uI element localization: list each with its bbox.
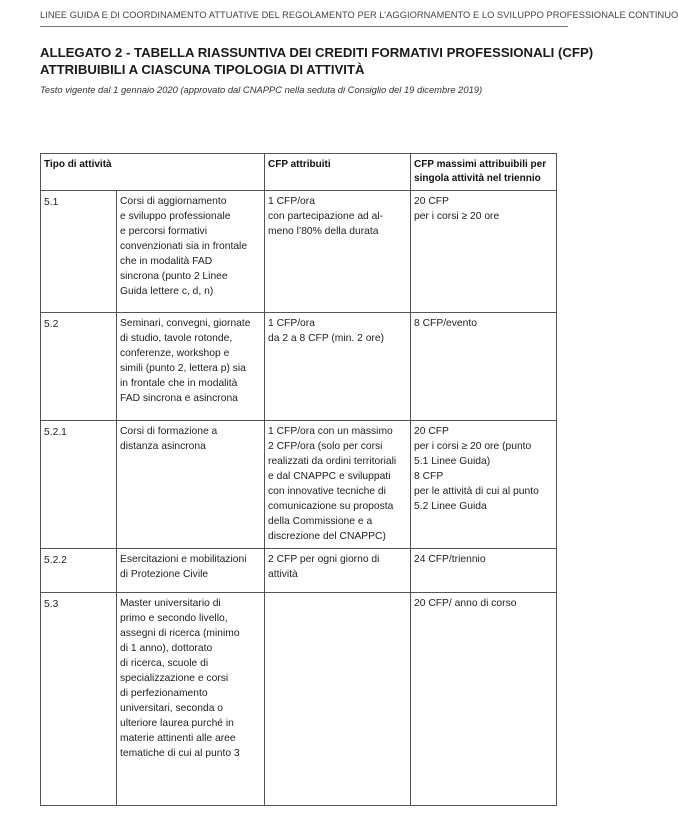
row-cfp-max-line: 8 CFP	[414, 471, 444, 482]
table-row	[41, 593, 557, 806]
row-cfp-awarded-line: attività	[268, 569, 298, 580]
row-cfp-awarded-line: meno l’80% della durata	[268, 226, 379, 237]
row-cfp-max-line: 20 CFP	[414, 196, 449, 207]
header-max-line: CFP massimi attribuibili per	[414, 159, 547, 170]
row-activity-type-line: e percorsi formativi	[120, 226, 207, 237]
row-activity-type-line: tematiche di cui al punto 3	[120, 748, 240, 759]
row-number: 5.2	[41, 313, 117, 421]
row-activity-type-line: di ricerca, scuole di	[120, 658, 209, 669]
row-activity-type-line: in frontale che in modalità	[120, 378, 238, 389]
row-activity-type-line: che in modalità FAD	[120, 256, 213, 267]
table-row	[41, 313, 557, 421]
row-cfp-max-line: 20 CFP	[414, 426, 449, 437]
title-line-1: ALLEGATO 2 - TABELLA RIASSUNTIVA DEI CREDITI FORMATIVI PROFESSIONALI (CFP)	[40, 45, 594, 60]
row-cfp-max-line: per le attività di cui al punto	[414, 486, 539, 497]
row-cfp-max-line: 5.2 Linee Guida	[414, 501, 487, 512]
row-activity-type-line: ulteriore laurea purché in	[120, 718, 234, 729]
row-activity-type-line: materie attinenti alle aree	[120, 733, 236, 744]
row-cfp-awarded-line: con innovative tecniche di	[268, 486, 386, 497]
row-activity-type-line: primo e secondo livello,	[120, 613, 228, 624]
row-cfp-max-line: 24 CFP/triennio	[414, 554, 486, 565]
row-cfp-awarded	[265, 191, 411, 313]
row-cfp-max	[411, 313, 557, 421]
row-activity-type-line: simili (punto 2, lettera p) sia	[120, 363, 246, 374]
row-activity-type	[117, 313, 265, 421]
row-cfp-awarded-line: 1 CFP/ora	[268, 196, 315, 207]
row-cfp-awarded-line: 1 CFP/ora con un massimo	[268, 426, 393, 437]
row-activity-type-line: universitari, seconda o	[120, 703, 224, 714]
row-number: 5.2.2	[41, 549, 117, 593]
table-row	[41, 549, 557, 593]
row-activity-type-line: Master universitario di	[120, 598, 221, 609]
row-number: 5.2.1	[41, 421, 117, 549]
row-activity-type-line: sincrona (punto 2 Linee	[120, 271, 228, 282]
row-cfp-awarded-line: e dal CNAPPC e sviluppati	[268, 471, 391, 482]
document-title	[40, 44, 593, 78]
row-activity-type-line: conferenze, workshop e	[120, 348, 230, 359]
header-cfp: CFP attribuiti	[265, 154, 411, 191]
row-activity-type-line: Guida lettere c, d, n)	[120, 286, 214, 297]
row-activity-type	[117, 191, 265, 313]
row-activity-type-line: Seminari, convegni, giornate	[120, 318, 251, 329]
row-activity-type-line: specializzazione e corsi	[120, 673, 229, 684]
header-max	[411, 154, 557, 191]
row-cfp-awarded-line: realizzati da ordini territoriali	[268, 456, 397, 467]
row-cfp-max-line: per i corsi ≥ 20 ore	[414, 211, 500, 222]
row-activity-type-line: FAD sincrona e asincrona	[120, 393, 238, 404]
row-activity-type-line: di studio, tavole rotonde,	[120, 333, 233, 344]
table-header-row	[41, 154, 557, 191]
table-row	[41, 421, 557, 549]
table-row	[41, 191, 557, 313]
row-cfp-awarded-line: 2 CFP/ora (solo per corsi	[268, 441, 383, 452]
row-cfp-max	[411, 191, 557, 313]
row-cfp-max	[411, 549, 557, 593]
row-cfp-awarded-line: 2 CFP per ogni giorno di	[268, 554, 380, 565]
row-cfp-max	[411, 593, 557, 806]
row-cfp-max	[411, 421, 557, 549]
row-cfp-max-line: 5.1 Linee Guida)	[414, 456, 491, 467]
header-max-line: singola attività nel triennio	[414, 173, 541, 184]
row-cfp-awarded	[265, 421, 411, 549]
row-activity-type-line: distanza asincrona	[120, 441, 206, 452]
row-cfp-max-line: 8 CFP/evento	[414, 318, 477, 329]
row-cfp-awarded-line: 1 CFP/ora	[268, 318, 315, 329]
header-tipo: Tipo di attività	[41, 154, 265, 191]
row-number: 5.1	[41, 191, 117, 313]
row-activity-type	[117, 549, 265, 593]
row-cfp-awarded	[265, 313, 411, 421]
row-number: 5.3	[41, 593, 117, 806]
row-activity-type	[117, 421, 265, 549]
row-cfp-awarded-line: con partecipazione ad al-	[268, 211, 384, 222]
row-activity-type-line: Esercitazioni e mobilitazioni	[120, 554, 247, 565]
row-activity-type-line: di perfezionamento	[120, 688, 208, 699]
row-cfp-awarded-line: della Commissione e a	[268, 516, 373, 527]
running-header: LINEE GUIDA E DI COORDINAMENTO ATTUATIVE DEL REGOLAMENTO PER L’AGGIORNAMENTO E LO SVILUPPO PROFESSIONALE CONTINUO	[40, 10, 678, 20]
row-activity-type-line: Corsi di aggiornamento	[120, 196, 227, 207]
row-activity-type	[117, 593, 265, 806]
row-cfp-awarded-line: da 2 a 8 CFP (min. 2 ore)	[268, 333, 385, 344]
title-line-2: ATTRIBUIBILI A CIASCUNA TIPOLOGIA DI ATTIVITÀ	[40, 62, 365, 77]
table-body	[41, 191, 557, 806]
row-activity-type-line: di Protezione Civile	[120, 569, 209, 580]
row-activity-type-line: e sviluppo professionale	[120, 211, 231, 222]
row-cfp-awarded-line: discrezione del CNAPPC)	[268, 531, 386, 542]
header-rule	[40, 26, 568, 27]
row-cfp-awarded-line: comunicazione su proposta	[268, 501, 394, 512]
row-activity-type-line: Corsi di formazione a	[120, 426, 218, 437]
row-cfp-awarded	[265, 549, 411, 593]
row-cfp-max-line: 20 CFP/ anno di corso	[414, 598, 517, 609]
cfp-table	[40, 153, 557, 806]
row-activity-type-line: di 1 anno), dottorato	[120, 643, 213, 654]
row-cfp-max-line: per i corsi ≥ 20 ore (punto	[414, 441, 532, 452]
document-subtitle: Testo vigente dal 1 gennaio 2020 (approvato dal CNAPPC nella seduta di Consiglio del 19 dicembre 2019)	[40, 84, 483, 95]
row-activity-type-line: assegni di ricerca (minimo	[120, 628, 240, 639]
row-activity-type-line: convenzionati sia in frontale	[120, 241, 248, 252]
row-cfp-awarded	[265, 593, 411, 806]
